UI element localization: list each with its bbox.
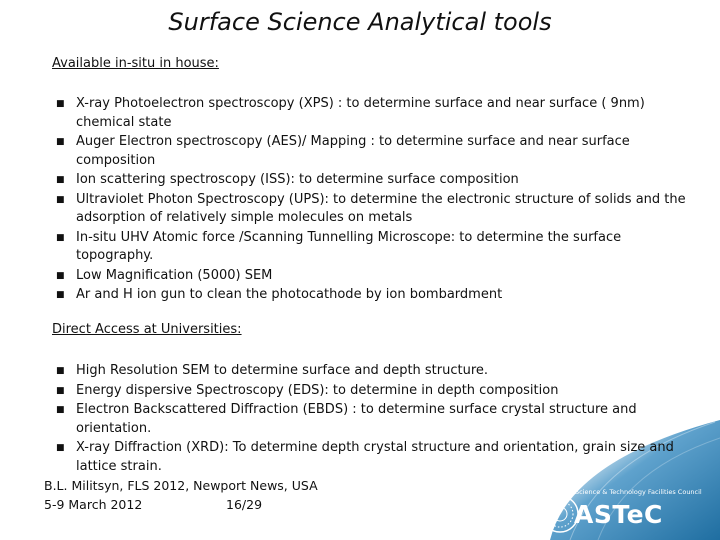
page-number: 16/29	[226, 497, 263, 512]
section-heading-in-house: Available in-situ in house:	[52, 56, 219, 71]
list-item: ■ Energy dispersive Spectroscopy (EDS): to determine in depth composition	[54, 382, 690, 401]
bullet-icon: ■	[56, 385, 65, 396]
bullet-icon: ■	[56, 137, 65, 147]
bullet-icon: ■	[56, 175, 65, 185]
in-house-tools-list	[54, 95, 690, 306]
slide-title: Surface Science Analytical tools	[168, 8, 552, 36]
bullet-icon: ■	[56, 99, 65, 109]
list-item: ■ Auger Electron spectroscopy (AES)/ Mapping : to determine surface and near surface composition	[56, 134, 630, 168]
bullet-icon: ■	[56, 270, 65, 281]
bullet-icon: ■	[56, 194, 65, 205]
list-item: ■ Ion scattering spectroscopy (ISS): to determine surface composition	[54, 171, 690, 190]
list-item: ■ X-ray Photoelectron spectroscopy (XPS) : to determine surface and near surface ( 9nm) chemical state	[56, 96, 645, 130]
bullet-icon: ■	[56, 366, 65, 376]
council-name: Science & Technology Facilities Council	[575, 488, 702, 496]
footer-date-page	[44, 497, 274, 512]
list-item: ■ Ar and H ion gun to clean the photocathode by ion bombardment	[54, 286, 690, 305]
list-item: ■ Ultraviolet Photon Spectroscopy (UPS): to determine the electronic structure of solids and the adsorption of relatively simple molecules on metals	[56, 191, 686, 225]
bullet-icon: ■	[56, 290, 65, 300]
list-item: ■ High Resolution SEM to determine surface and depth structure.	[54, 362, 690, 381]
astec-wordmark: ASTeC	[574, 500, 663, 529]
footer-author: B.L. Militsyn, FLS 2012, Newport News, USA	[44, 478, 318, 493]
list-item: ■ X-ray Diffraction (XRD): To determine depth crystal structure and orientation, grain size and lattice strain.	[56, 440, 674, 474]
footer-date: 5-9 March 2012	[44, 497, 143, 512]
list-item: ■ Low Magnification (5000) SEM	[54, 267, 690, 286]
university-tools-list	[54, 362, 690, 477]
section-heading-universities: Direct Access at Universities:	[52, 322, 242, 337]
bullet-icon: ■	[56, 232, 65, 243]
bullet-icon: ■	[56, 405, 65, 415]
list-item: ■ In-situ UHV Atomic force /Scanning Tunnelling Microscope: to determine the surface topography.	[56, 229, 622, 263]
list-item: ■ Electron Backscattered Diffraction (EBDS) : to determine surface crystal structure and orientation.	[56, 402, 637, 436]
bullet-icon: ■	[56, 443, 65, 453]
